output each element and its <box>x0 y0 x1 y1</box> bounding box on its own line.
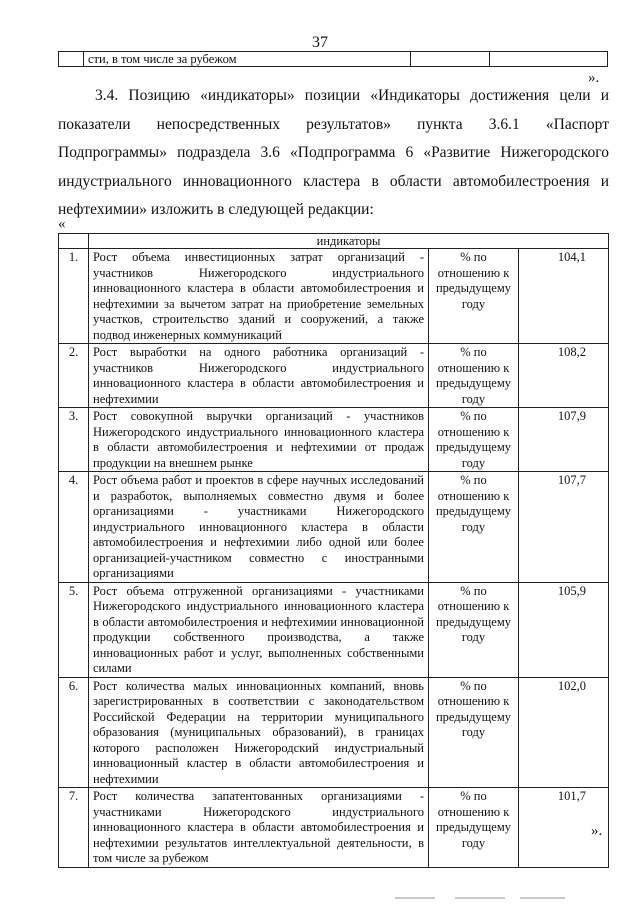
amendment-paragraph: 3.4. Позицию «индикаторы» позиции «Индикаторы достижения цели и показатели непосредственных результатов» пункта 3.6.1 «Паспорт Подпрограммы» подраздела 3.6 «Подпрограмма 6 «Развитие Нижегородского индустриального инновационного кластера в области автомобилестроения и нефтехимии» изложить в следующей редакции: <box>58 87 609 218</box>
table-row <box>59 582 609 677</box>
row-number: 5. <box>59 582 89 677</box>
indicator-value: 107,7 <box>519 472 609 583</box>
indicators-table <box>58 233 609 868</box>
page-number: 37 <box>312 34 328 51</box>
indicator-value: 107,9 <box>519 408 609 472</box>
table-row <box>59 472 609 583</box>
table-row <box>59 249 609 344</box>
row-number: 6. <box>59 677 89 788</box>
indicator-name: Рост количества запатентованных организациями - участниками Нижегородского индустриального инновационного кластера в области автомобилестроения и нефтехимии результатов интеллектуальной деятельности, в том числе за рубежом <box>89 788 429 868</box>
scan-artifact <box>455 897 505 899</box>
indicator-name: Рост объема работ и проектов в сфере научных исследований и разработок, выполняемых совместно двумя и более организациями - участниками Нижегородского индустриального инновационного кластера в области автомобилестроения и нефтехимии либо одной или более организацией-участником совместно с иностранными организациями <box>89 472 429 583</box>
table-row <box>59 788 609 868</box>
table-row <box>59 344 609 408</box>
closing-quote: ». <box>588 70 600 86</box>
indicator-name: Рост объема отгруженной организациями - участниками Нижегородского индустриального инновационного кластера в области автомобилестроения и нефтехимии инновационной продукции собственного производства, а также инновационных работ и услуг, выполненных собственными силами <box>89 582 429 677</box>
indicator-value: 108,2 <box>519 344 609 408</box>
indicator-name: Рост совокупной выручки организаций - участников Нижегородского индустриального инновационного кластера в области автомобилестроения и нефтехимии от продаж продукции на внешнем рынке <box>89 408 429 472</box>
row-number: 7. <box>59 788 89 868</box>
empty-cell <box>490 52 608 67</box>
row-number: 4. <box>59 472 89 583</box>
indicator-value: 102,0 <box>519 677 609 788</box>
indicator-name: Рост объема инвестиционных затрат организаций - участников Нижегородского индустриального инновационного кластера в области автомобилестроения и нефтехимии за вычетом затрат на приобретение земельных участков, строительство зданий и сооружений, а также подвод инженерных коммуникаций <box>89 249 429 344</box>
empty-cell <box>411 52 490 67</box>
opening-quote: « <box>58 216 66 232</box>
unit-of-measure: % по отношению к предыдущему году <box>429 344 519 408</box>
unit-of-measure: % по отношению к предыдущему году <box>429 472 519 583</box>
table-header: индикаторы <box>89 234 609 249</box>
unit-of-measure: % по отношению к предыдущему году <box>429 249 519 344</box>
unit-of-measure: % по отношению к предыдущему году <box>429 408 519 472</box>
continuation-table <box>58 51 608 67</box>
indicator-value: 101,7 <box>519 788 609 868</box>
row-number: 1. <box>59 249 89 344</box>
continuation-cell: сти, в том числе за рубежом <box>84 52 411 67</box>
unit-of-measure: % по отношению к предыдущему году <box>429 788 519 868</box>
empty-cell <box>59 52 84 67</box>
indicator-value: 104,1 <box>519 249 609 344</box>
indicator-name: Рост количества малых инновационных компаний, вновь зарегистрированных в соответствии с законодательством Российской Федерации на территории муниципального образования (муниципальных образований), в границах которого расположен Нижегородский индустриальный инновационный кластер в области автомобилестроения и нефтехимии <box>89 677 429 788</box>
scan-artifact <box>395 897 435 899</box>
row-number: 3. <box>59 408 89 472</box>
closing-quote: ». <box>591 823 603 839</box>
unit-of-measure: % по отношению к предыдущему году <box>429 677 519 788</box>
table-row <box>59 52 608 67</box>
row-number: 2. <box>59 344 89 408</box>
scan-artifact <box>520 897 565 899</box>
unit-of-measure: % по отношению к предыдущему году <box>429 582 519 677</box>
indicator-name: Рост выработки на одного работника организаций - участников Нижегородского индустриального инновационного кластера в области автомобилестроения и нефтехимии <box>89 344 429 408</box>
header-spacer <box>59 234 89 249</box>
indicator-value: 105,9 <box>519 582 609 677</box>
table-row <box>59 677 609 788</box>
table-header-row <box>59 234 609 249</box>
table-row <box>59 408 609 472</box>
indicators-body <box>59 249 609 868</box>
